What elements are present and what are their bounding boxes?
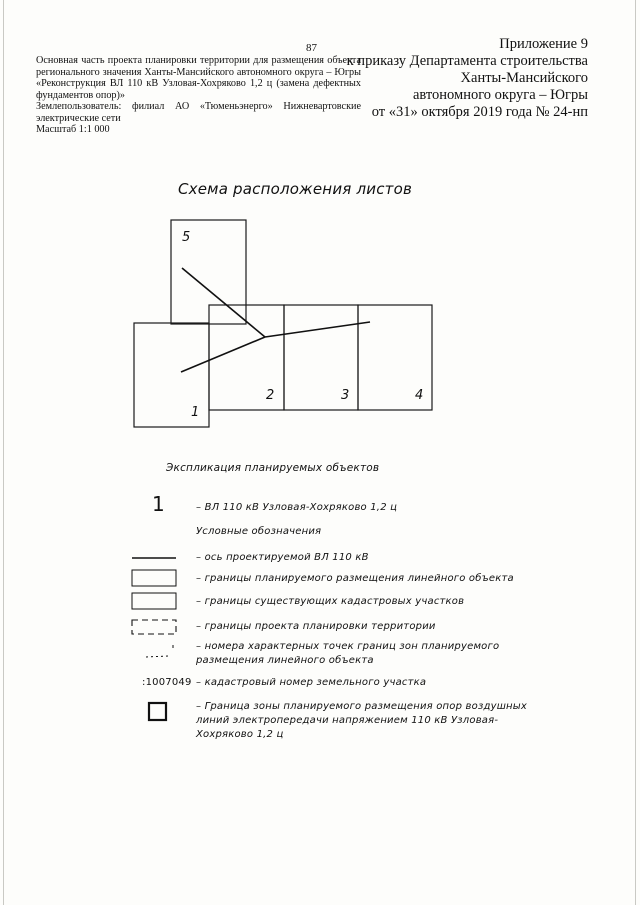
legend-rect-symbol-1 [132,570,176,586]
annex-order-line: к приказу Департамента строительства [346,53,588,69]
legend-cadastral-number-text: – кадастровый номер земельного участка [196,677,427,688]
annex-region-line: Ханты-Мансийского [460,70,588,86]
scheme-title: Схема расположения листов [178,180,412,198]
vl-axis-line-b [181,337,265,372]
annex-okrug-line: автономного округа – Югры [412,87,588,103]
vl-axis-line-c [265,322,370,337]
legend-point-marks-symbol [146,656,168,657]
sheet-2-label: 2 [266,388,275,403]
land-user: Землепользователь: филиал АО «Тюменьэнерго» Нижневартовские электрические сети [36,101,361,124]
legend-point-numbers-text: – номера характерных точек границ зон планируемого размещения линейного объекта [196,641,500,666]
page-number: 87 [306,42,317,54]
legend-bold-square-symbol [149,703,166,720]
legend-cadastral-number-sample: :1007049 [142,677,192,688]
object-name: – ВЛ 110 кВ Узловая-Хохряково 1,2 ц [196,502,398,513]
object-number: 1 [152,492,165,516]
explication-title: Экспликация планируемых объектов [166,462,380,474]
sheet-3-label: 3 [341,388,350,403]
legend-axis-text: – ось проектируемой ВЛ 110 кВ [196,552,369,563]
annex-date-line: от «31» октября 2019 года № 24-нп [371,104,588,120]
legend-support-zone-text: – Граница зоны планируемого размещения опор воздушных линий электропередачи напряжением 110 кВ Узловая-Хохряково 1,2 ц [196,701,528,740]
legend-planned-boundary-text: – границы планируемого размещения линейного объекта [196,573,514,584]
legend-title: Условные обозначения [196,526,322,537]
annex-title: Приложение 9 [499,36,588,52]
vl-axis-line-a [182,268,265,337]
scale-label: Масштаб 1:1 000 [36,124,110,135]
sheet-5-label: 5 [182,230,191,245]
legend-project-boundary-text: – границы проекта планировки территории [196,621,436,632]
project-description: Основная часть проекта планировки территории для размещения объекта регионального значения Ханты-Мансийского автономного округа – Югры «Реконструкция ВЛ 110 кВ Узловая-Хохряково 1,2 ц (замена дефектных фундаментов опор)» [36,55,361,101]
sheet-1-label: 1 [191,405,200,420]
legend-dashed-rect-symbol [132,620,176,634]
legend-cadastral-boundary-text: – границы существующих кадастровых участков [196,596,465,607]
sheet-4-label: 4 [415,388,424,403]
legend-rect-symbol-2 [132,593,176,609]
